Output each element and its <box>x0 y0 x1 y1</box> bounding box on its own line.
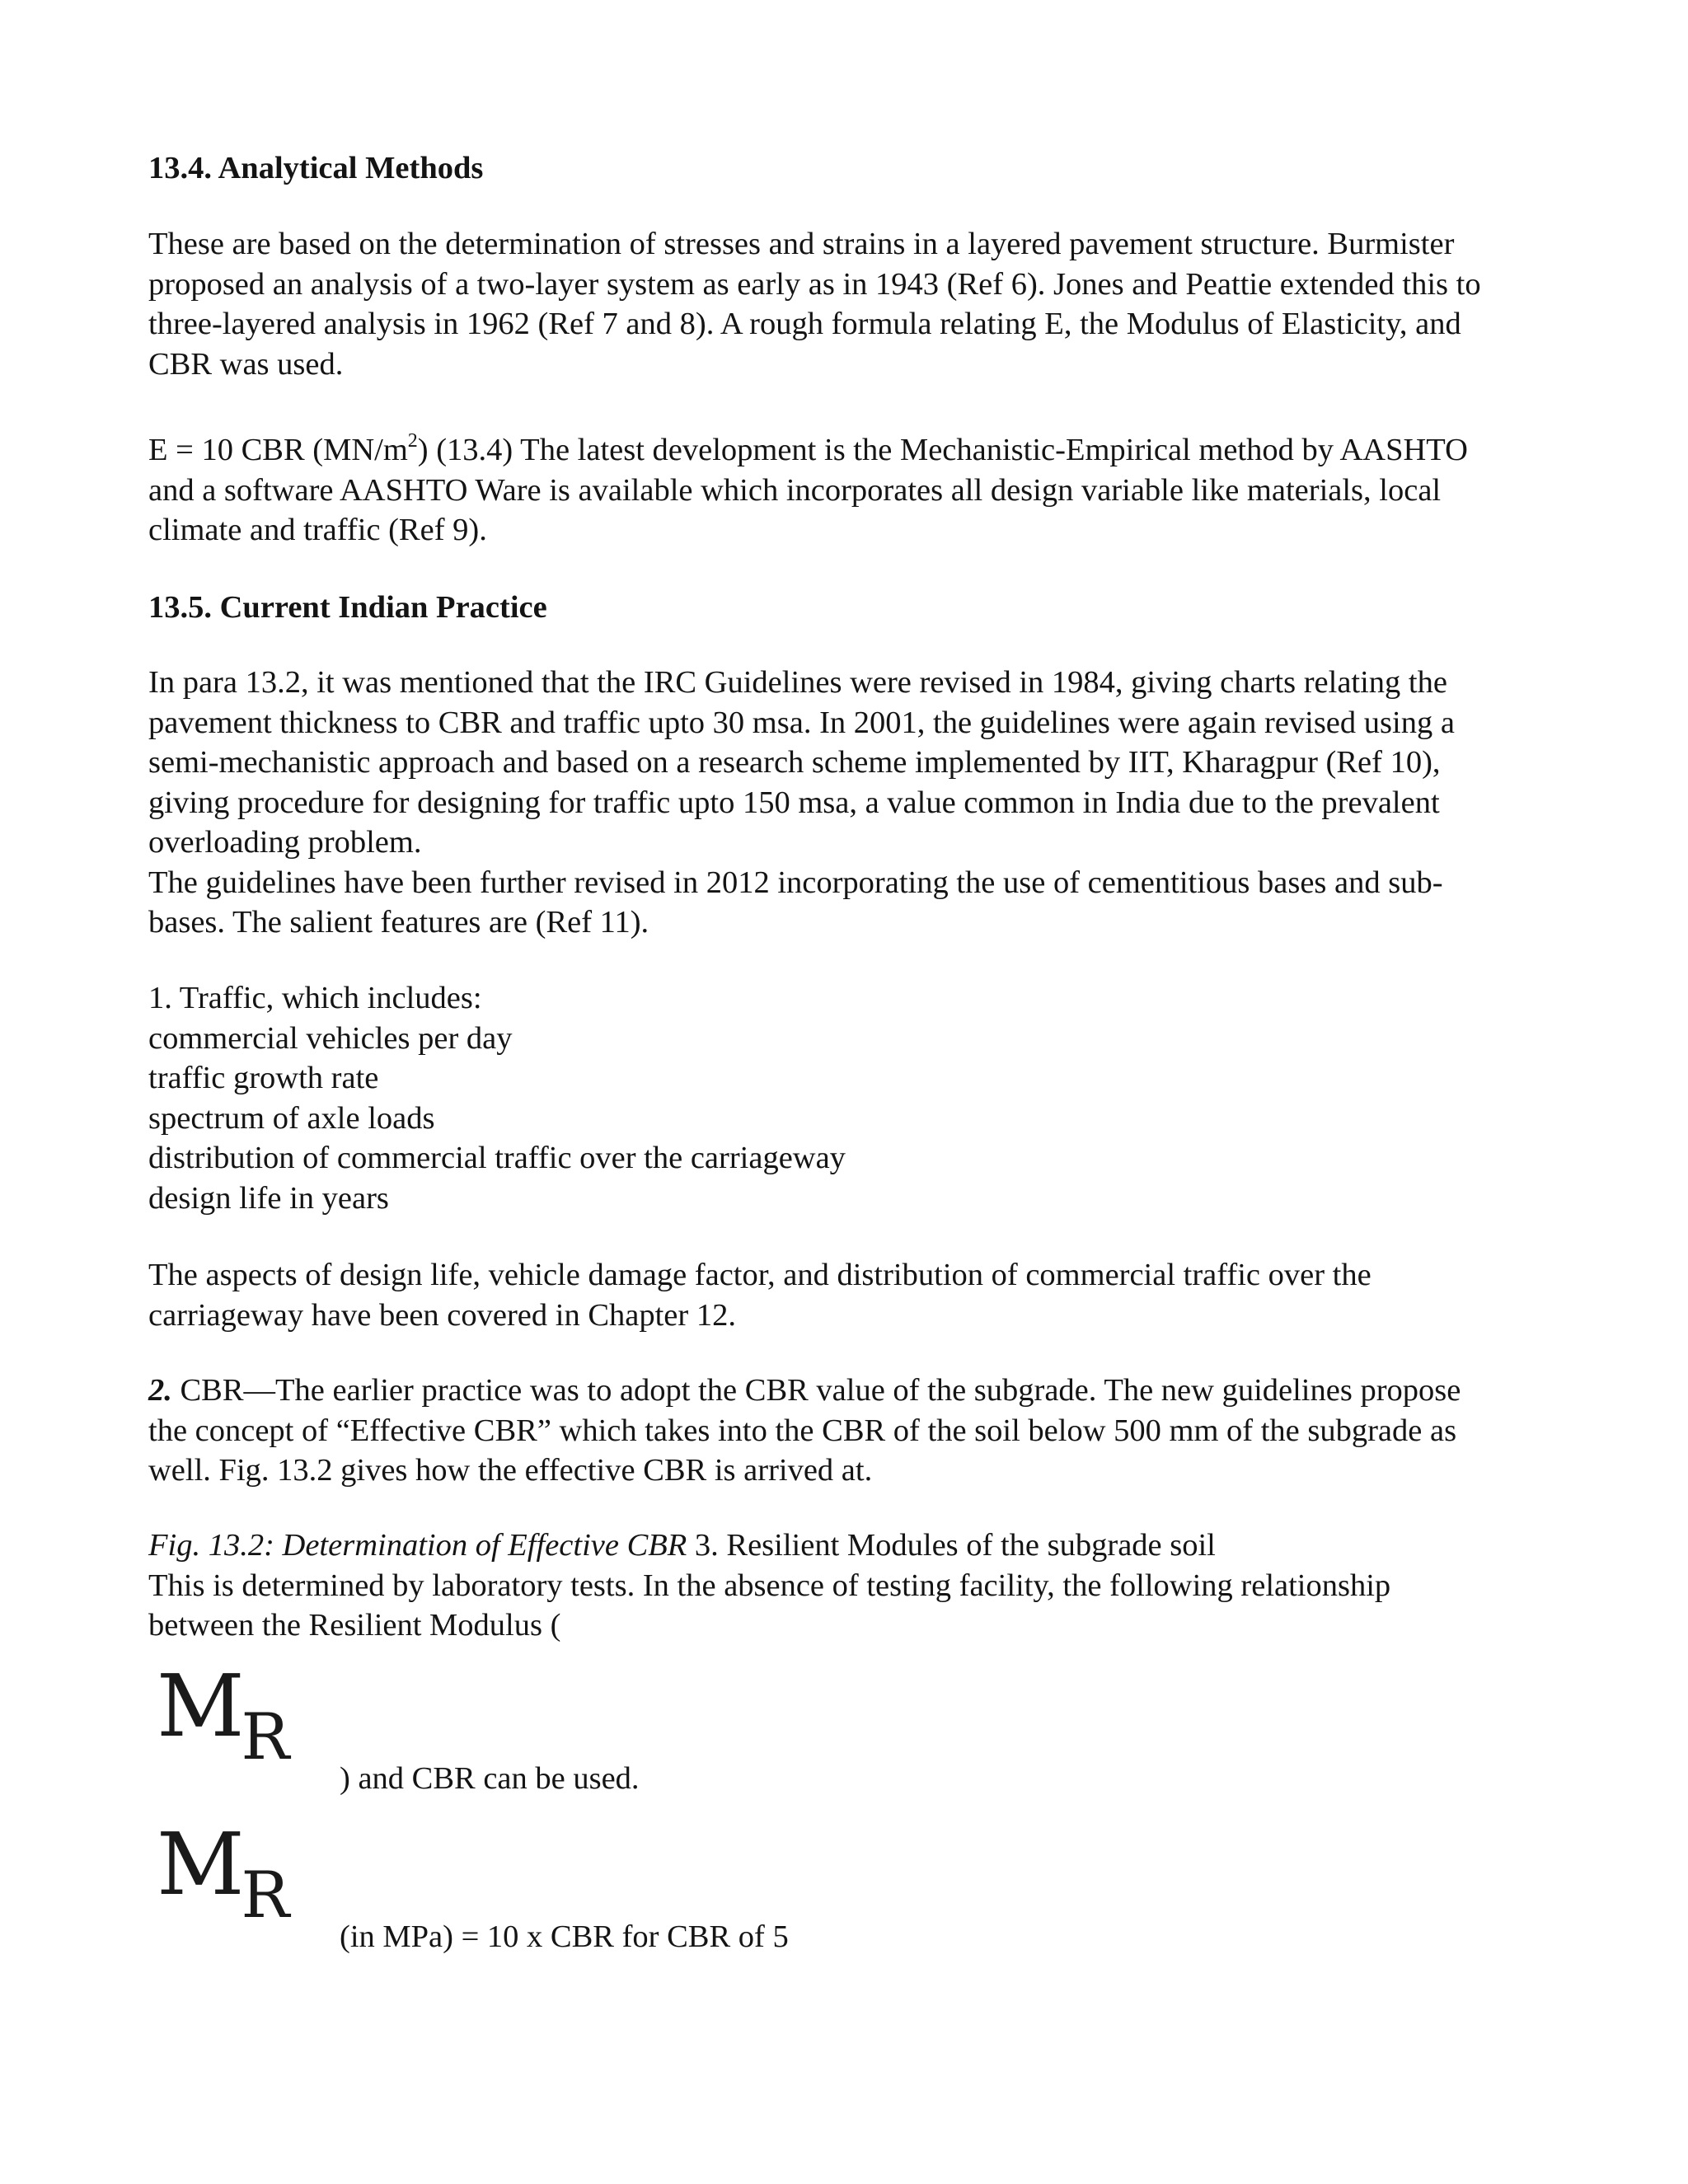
text-line: CBR was used. <box>148 346 344 382</box>
text-line: In para 13.2, it was mentioned that the IRC Guidelines were revised in 1984, giving charts relating the <box>148 665 1447 700</box>
list-item: design life in years <box>148 1180 389 1216</box>
text-line: This is determined by laboratory tests. In the absence of testing facility, the following relationship <box>148 1568 1391 1603</box>
paragraph-formula-e-cbr <box>148 430 1550 551</box>
mr-symbol-main: M <box>157 1656 243 1756</box>
text-line <box>148 1371 1550 1411</box>
text-line: The aspects of design life, vehicle damage factor, and distribution of commercial traffic over the <box>148 1258 1372 1292</box>
paragraph-resilient-modulus <box>148 1526 1550 1646</box>
text-line: three-layered analysis in 1962 (Ref 7 and 8). A rough formula relating E, the Modulus of Elasticity, and <box>148 307 1461 341</box>
mr-symbol <box>157 1656 291 1774</box>
formula-line <box>148 430 1550 471</box>
text-line <box>148 1526 1550 1566</box>
resilient-heading-text: 3. Resilient Modules of the subgrade soil <box>687 1528 1216 1563</box>
text-line: between the Resilient Modulus ( <box>148 1608 561 1643</box>
list-heading: 1. Traffic, which includes: <box>148 981 482 1015</box>
paragraph-cbr <box>148 1371 1550 1491</box>
text-line: The guidelines have been further revised in 2012 incorporating the use of cementitious bases and sub- <box>148 865 1443 900</box>
mr-symbol <box>157 1814 291 1933</box>
text-line: the concept of “Effective CBR” which takes into the CBR of the soil below 500 mm of the subgrade as <box>148 1413 1457 1448</box>
text-line: climate and traffic (Ref 9). <box>148 513 487 547</box>
text-line: giving procedure for designing for traffic upto 150 msa, a value common in India due to the prevalent <box>148 785 1440 820</box>
list-item: commercial vehicles per day <box>148 1020 513 1056</box>
formula-prefix: E = 10 CBR (MN/m <box>148 433 408 467</box>
section-heading-13-5: 13.5. Current Indian Practice <box>148 590 547 625</box>
text-line: and a software AASHTO Ware is available which incorporates all design variable like materials, local <box>148 472 1442 508</box>
traffic-list <box>148 978 1550 1218</box>
text-line: These are based on the determination of stresses and strains in a layered pavement structure. Burmister <box>148 227 1455 261</box>
list-item: distribution of commercial traffic over the carriageway <box>148 1141 846 1175</box>
mr-formula-text: (in MPa) = 10 x CBR for CBR of 5 <box>340 1919 789 1954</box>
text-line: semi-mechanistic approach and based on a research scheme implemented by IIT, Kharagpur (Ref 10), <box>148 745 1441 780</box>
formula-superscript: 2 <box>407 430 418 452</box>
paragraph-indian-practice <box>148 663 1550 943</box>
formula-suffix: ) (13.4) The latest development is the Mechanistic-Empirical method by AASHTO <box>417 433 1468 467</box>
list-item: spectrum of axle loads <box>148 1100 435 1136</box>
paragraph-analytical-methods <box>148 224 1550 384</box>
cbr-first-line-text: CBR—The earlier practice was to adopt the CBR value of the subgrade. The new guidelines propose <box>171 1373 1461 1408</box>
mr-symbol-main: M <box>157 1814 243 1915</box>
figure-caption: Fig. 13.2: Determination of Effective CBR <box>148 1528 687 1563</box>
mr-text-and-cbr: ) and CBR can be used. <box>340 1761 640 1796</box>
text-line: bases. The salient features are (Ref 11). <box>148 905 649 940</box>
mr-symbol-subscript: R <box>241 1700 290 1774</box>
mr-symbol-subscript: R <box>241 1858 290 1933</box>
text-line: well. Fig. 13.2 gives how the effective CBR is arrived at. <box>148 1453 873 1488</box>
list-item: traffic growth rate <box>148 1061 379 1095</box>
section-heading-13-4: 13.4. Analytical Methods <box>148 151 484 185</box>
text-line: carriageway have been covered in Chapter 12. <box>148 1297 736 1333</box>
text-line: pavement thickness to CBR and traffic upto 30 msa. In 2001, the guidelines were again revised using a <box>148 705 1455 740</box>
paragraph-aspects <box>148 1255 1550 1335</box>
text-line: proposed an analysis of a two-layer system as early as in 1943 (Ref 6). Jones and Peattie extended this to <box>148 266 1481 302</box>
text-line: overloading problem. <box>148 825 422 860</box>
list-number: 2. <box>148 1373 172 1408</box>
